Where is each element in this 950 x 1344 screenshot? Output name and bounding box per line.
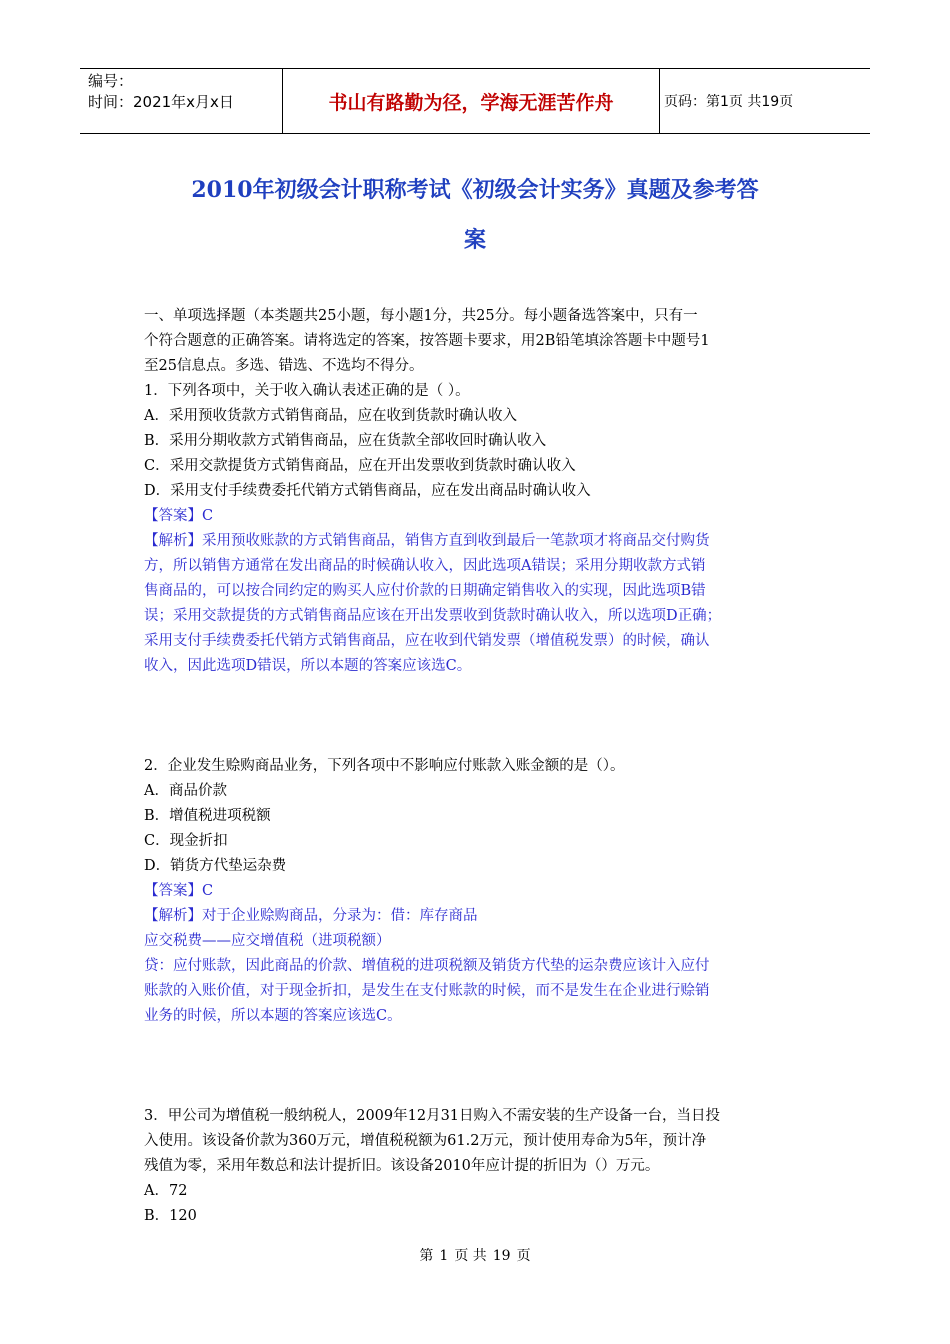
q3-question-line: 入使用。该设备价款为360万元，增值税税额为61.2万元，预计使用寿命为5年，预计净 (144, 1133, 707, 1149)
footer-suffix: 页 (516, 1248, 531, 1264)
q2-option-d: D．销货方代垫运杂费 (144, 858, 287, 874)
footer-prefix: 第 (419, 1248, 434, 1264)
footer-mid: 页 共 (454, 1248, 487, 1264)
intro-line: 一、单项选择题（本类题共25小题，每小题1分，共25分。每小题备选答案中，只有一 (144, 308, 698, 324)
q2-analysis-line: 贷：应付账款，因此商品的价款、增值税的进项税额及销货方代垫的运杂费应该计入应付 (144, 958, 710, 974)
q1-question: 1．下列各项中，关于收入确认表述正确的是（ ）。 (144, 383, 470, 399)
header-left (88, 71, 278, 113)
q1-option-d: D．采用支付手续费委托代销方式销售商品，应在发出商品时确认收入 (144, 483, 591, 499)
spacer (144, 1029, 814, 1104)
q2-option-b: B．增值税进项税额 (144, 808, 271, 824)
q2-option-c: C．现金折扣 (144, 833, 228, 849)
footer-total-pages: 19 (492, 1248, 511, 1264)
q1-option-a: A．采用预收货款方式销售商品，应在收到货款时确认收入 (144, 408, 517, 424)
q3-option-b: B．120 (144, 1208, 197, 1224)
q2-option-a: A．商品价款 (144, 783, 227, 799)
intro-line: 至25信息点。多选、错选、不选均不得分。 (144, 358, 424, 374)
document-body (144, 304, 814, 1229)
q1-analysis-line: 收入，因此选项D错误，所以本题的答案应该选C。 (144, 658, 472, 674)
header-motto: 书山有路勤为径，学海无涯苦作舟 (282, 69, 660, 133)
q3-option-a: A．72 (144, 1183, 188, 1199)
spacer (144, 679, 814, 754)
q2-analysis-line: 业务的时候，所以本题的答案应该选C。 (144, 1008, 402, 1024)
title-line-1: 2010年初级会计职称考试《初级会计实务》真题及参考答 (191, 177, 759, 203)
q1-option-b: B．采用分期收款方式销售商品，应在货款全部收回时确认收入 (144, 433, 547, 449)
q1-analysis-line: 误；采用交款提货的方式销售商品应该在开出发票收到货款时确认收入，所以选项D正确； (144, 608, 722, 624)
q2-analysis-line: 应交税费——应交增值税（进项税额） (144, 933, 391, 949)
footer-page-number: 1 (439, 1248, 449, 1264)
q1-analysis-line: 采用支付手续费委托代销方式销售商品，应在收到代销发票（增值税发票）的时候，确认 (144, 633, 710, 649)
q1-analysis-line: 方，所以销售方通常在发出商品的时候确认收入，因此选项A错误；采用分期收款方式销 (144, 558, 706, 574)
document-title (120, 165, 830, 265)
doc-time-label: 时间：2021年x月x日 (88, 93, 234, 111)
q2-analysis-line: 【解析】对于企业赊购商品，分录为：借：库存商品 (144, 908, 478, 924)
title-line-2: 案 (463, 227, 486, 253)
doc-number-label: 编号： (88, 72, 134, 90)
q2-analysis-line: 账款的入账价值，对于现金折扣，是发生在支付账款的时候，而不是发生在企业进行赊销 (144, 983, 710, 999)
page-footer (0, 1245, 950, 1265)
q1-answer: 【答案】C (144, 508, 214, 524)
q2-question: 2．企业发生赊购商品业务，下列各项中不影响应付账款入账金额的是（）。 (144, 758, 625, 774)
q1-analysis-line: 售商品的，可以按合同约定的购买人应付价款的日期确定销售收入的实现，因此选项B错 (144, 583, 706, 599)
q1-option-c: C．采用交款提货方式销售商品，应在开出发票收到货款时确认收入 (144, 458, 576, 474)
intro-line: 个符合题意的正确答案。请将选定的答案，按答题卡要求，用2B铅笔填涂答题卡中题号1 (144, 333, 710, 349)
q1-analysis-line: 【解析】采用预收账款的方式销售商品，销售方直到收到最后一笔款项才将商品交付购货 (144, 533, 710, 549)
q2-answer: 【答案】C (144, 883, 214, 899)
q3-question-line: 残值为零，采用年数总和法计提折旧。该设备2010年应计提的折旧为（）万元。 (144, 1158, 660, 1174)
page-header (80, 68, 870, 134)
header-page-info: 页码：第1页 共19页 (664, 94, 794, 110)
q3-question-line: 3．甲公司为增值税一般纳税人，2009年12月31日购入不需安装的生产设备一台，当日投 (144, 1108, 721, 1124)
